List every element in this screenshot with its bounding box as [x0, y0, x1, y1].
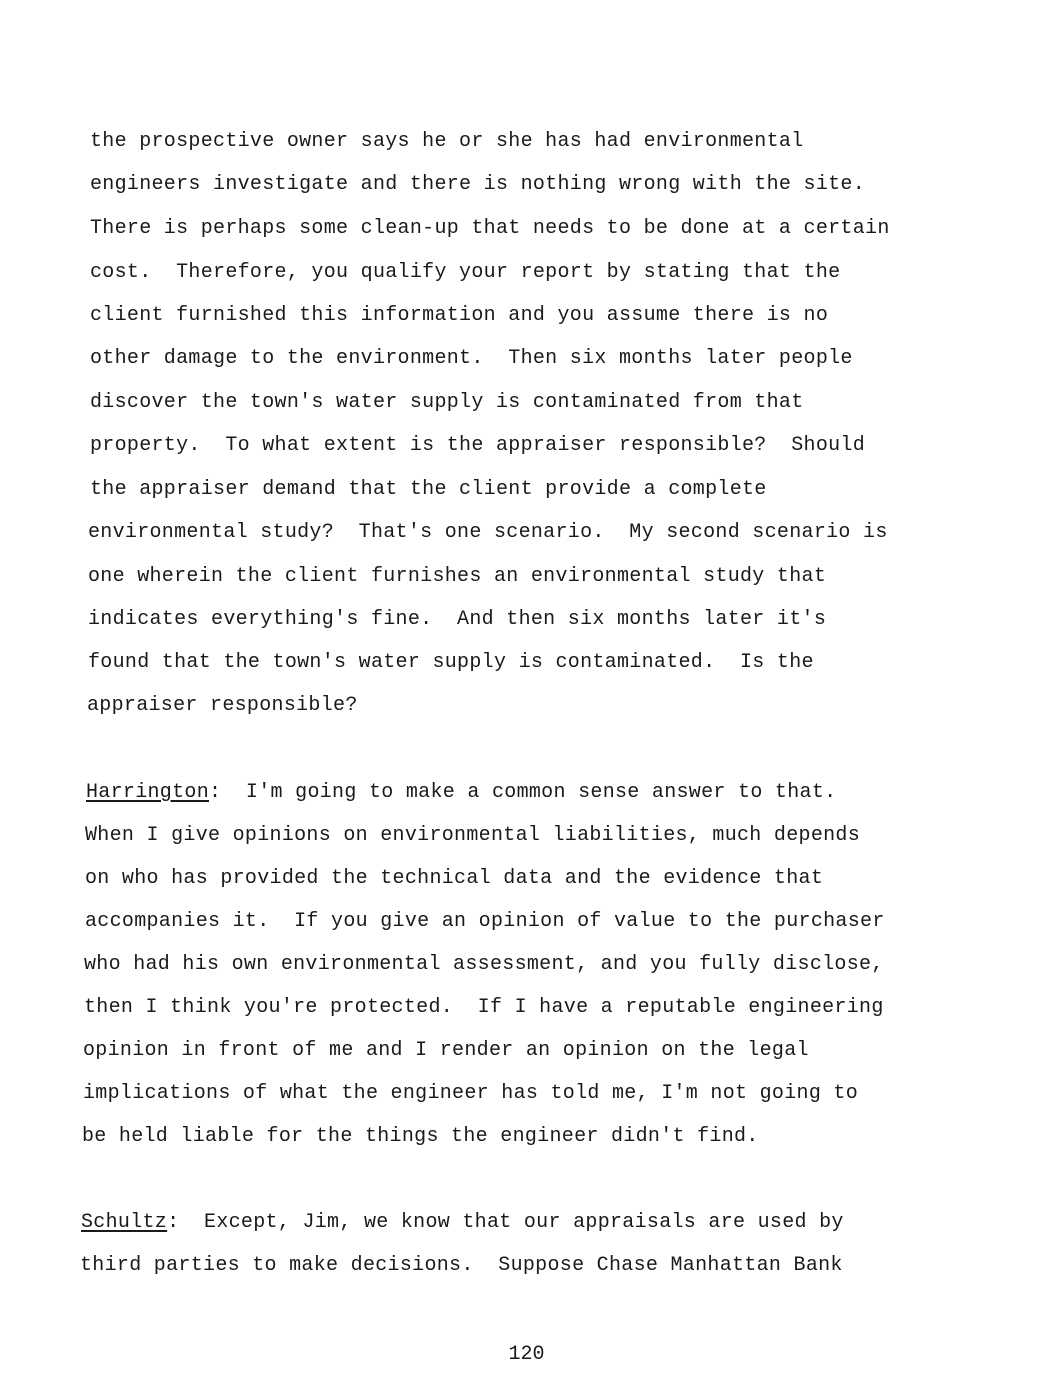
- speaker-line: [86, 781, 836, 805]
- text-line: accompanies it. If you give an opinion of value to the purchaser: [85, 910, 885, 933]
- text-line: discover the town's water supply is contaminated from that: [90, 391, 804, 414]
- text-line: found that the town's water supply is contaminated. Is the: [88, 651, 814, 674]
- speaker-line: [81, 1211, 844, 1235]
- text-line: the prospective owner says he or she has had environmental: [90, 130, 804, 153]
- text-line: then I think you're protected. If I have a reputable engineering: [84, 996, 884, 1019]
- text-line: third parties to make decisions. Suppose Chase Manhattan Bank: [80, 1254, 843, 1277]
- text-line: There is perhaps some clean-up that needs to be done at a certain: [90, 217, 890, 240]
- text-line: environmental study? That's one scenario. My second scenario is: [88, 521, 888, 544]
- speaker-text: : I'm going to make a common sense answer to that.: [209, 781, 837, 804]
- text-line: engineers investigate and there is nothing wrong with the site.: [90, 173, 866, 196]
- speaker-name: Schultz: [81, 1211, 168, 1234]
- text-line: property. To what extent is the appraiser responsible? Should: [90, 434, 866, 457]
- text-line: other damage to the environment. Then six months later people: [90, 347, 853, 370]
- text-line: indicates everything's fine. And then six months later it's: [88, 608, 827, 631]
- text-line: on who has provided the technical data and the evidence that: [85, 867, 824, 890]
- text-line: the appraiser demand that the client provide a complete: [90, 478, 767, 501]
- text-line: When I give opinions on environmental liabilities, much depends: [85, 824, 861, 847]
- speaker-name: Harrington: [86, 781, 210, 804]
- text-line: cost. Therefore, you qualify your report by stating that the: [90, 261, 841, 284]
- text-line: appraiser responsible?: [87, 694, 358, 717]
- text-line: be held liable for the things the engineer didn't find.: [82, 1125, 759, 1148]
- text-line: opinion in front of me and I render an opinion on the legal: [83, 1039, 809, 1062]
- speaker-text: : Except, Jim, we know that our appraisals are used by: [167, 1211, 844, 1234]
- text-line: one wherein the client furnishes an environmental study that: [88, 565, 827, 588]
- text-line: who had his own environmental assessment, and you fully disclose,: [84, 953, 884, 976]
- text-line: client furnished this information and you assume there is no: [90, 304, 829, 327]
- text-line: implications of what the engineer has told me, I'm not going to: [83, 1082, 859, 1105]
- page-number: 120: [508, 1343, 545, 1366]
